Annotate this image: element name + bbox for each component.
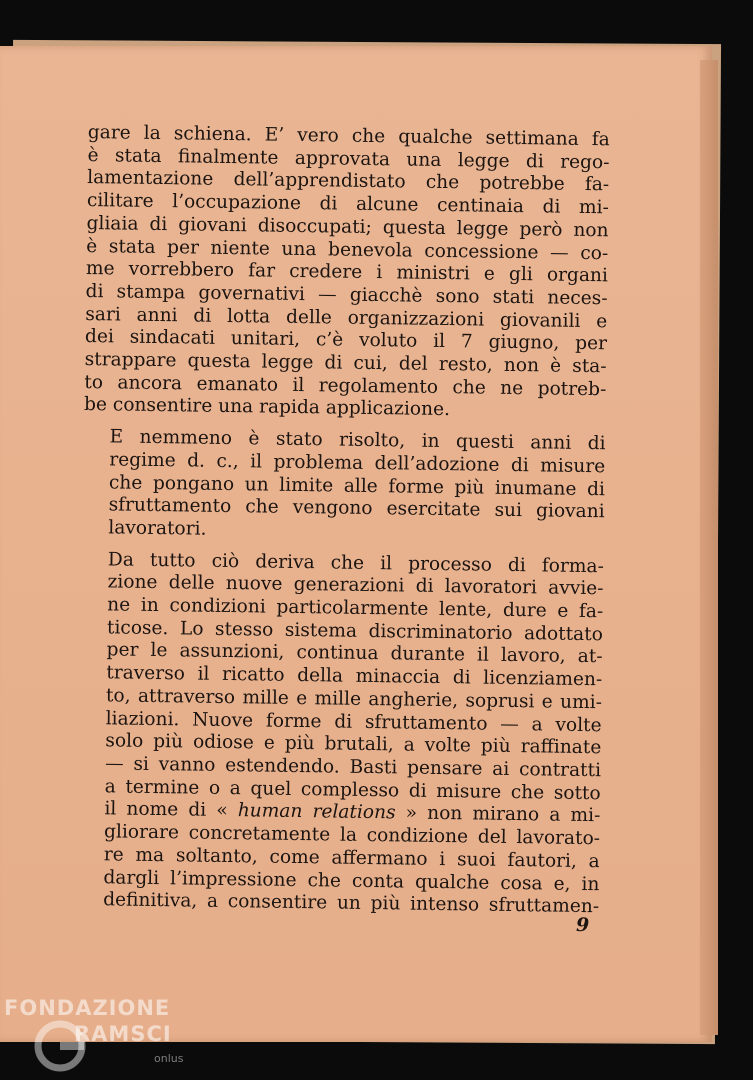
text-line: di stampa governativi — giacchè sono stati neces- bbox=[85, 280, 608, 310]
text-line: to ancora emanato il regolamento che ne potreb- bbox=[84, 371, 607, 400]
text-line: zione delle nuove generazioni di lavoratori avvie- bbox=[107, 571, 604, 600]
text-line: sfruttamento che vengono esercitate sui giovani bbox=[108, 494, 605, 523]
text-line: gare la schiena. E’ vero che qualche settimana fa bbox=[87, 122, 610, 151]
text-line: lavoratori. bbox=[108, 517, 207, 540]
text-line: a termine o a quel complesso di misure che sotto bbox=[104, 775, 601, 804]
text-line: re ma soltanto, come affermano i suoi fautori, a bbox=[103, 844, 600, 873]
text-line: è stata per niente una benevola concessione — co- bbox=[86, 235, 609, 264]
text-line: per le assunzioni, continua durante il lavoro, at- bbox=[106, 639, 603, 668]
text-line: strappare questa legge di cui, del resto, non è sta- bbox=[84, 349, 607, 378]
paragraph-3 bbox=[77, 549, 604, 920]
text-line: ne in condizioni particolarmente lente, dure e fa- bbox=[107, 594, 604, 623]
text-fragment: il nome di « bbox=[104, 798, 238, 822]
text-line: sari anni di lotta delle organizzazioni giovanili e bbox=[85, 303, 608, 332]
watermark-small-text: onlus bbox=[154, 1052, 184, 1065]
page-number: 9 bbox=[576, 914, 590, 936]
watermark-line-2: RAMSCI bbox=[74, 1022, 172, 1046]
text-line: cilitare l’occupazione di alcune centinaia di mi- bbox=[86, 190, 609, 219]
text-line: è stata finalmente approvata una legge di rego- bbox=[87, 144, 610, 173]
text-line: dargli l’impressione che conta qualche cosa e, in bbox=[103, 866, 600, 895]
text-line: Da tutto ciò deriva che il processo di forma- bbox=[107, 548, 604, 577]
text-line: che pongano un limite alle forme più inumane di bbox=[108, 471, 606, 500]
text-line: traverso il ricatto della minaccia di licenziamen- bbox=[106, 662, 603, 691]
text-line: be consentire una rapida applicazione. bbox=[83, 394, 451, 421]
text-line: solo più odiose e più brutali, a volte più raffinate bbox=[105, 730, 602, 759]
text-line: regime d. c., il problema dell’adozione di misure bbox=[109, 449, 606, 478]
page-right-edge bbox=[700, 60, 718, 1035]
text-line: gliorare concretamente la condizione del lavorato- bbox=[103, 821, 601, 850]
text-line: E nemmeno è stato risolto, in questi anni di bbox=[109, 426, 606, 455]
page-text bbox=[77, 122, 610, 919]
text-line: to, attraverso mille e mille angherie, soprusi e umi- bbox=[105, 685, 603, 714]
text-line: gliaia di giovani disoccupati; questa legge però non bbox=[86, 212, 609, 242]
text-line: definitiva, a consentire un più intenso sfruttamen- bbox=[102, 889, 600, 918]
italic-term: human relations bbox=[237, 800, 396, 824]
text-line: — si vanno estendendo. Basti pensare ai contratti bbox=[104, 753, 602, 782]
text-line: ticose. Lo stesso sistema discriminatorio adottato bbox=[106, 617, 604, 646]
text-line: liazioni. Nuove forme di sfruttamento — a volte bbox=[105, 707, 602, 736]
text-line: me vorrebbero far credere i ministri e gli organi bbox=[85, 258, 609, 287]
paragraph-1 bbox=[84, 122, 610, 424]
watermark-line-1: FONDAZIONE bbox=[4, 996, 171, 1020]
text-fragment: » non mirano a mi- bbox=[395, 802, 601, 827]
text-line: dei sindacati unitari, c’è voluto il 7 giugno, per bbox=[84, 326, 608, 355]
text-line: lamentazione dell’apprendistato che potrebbe fa- bbox=[87, 167, 610, 196]
watermark bbox=[4, 996, 204, 1076]
paragraph-2 bbox=[82, 426, 606, 547]
